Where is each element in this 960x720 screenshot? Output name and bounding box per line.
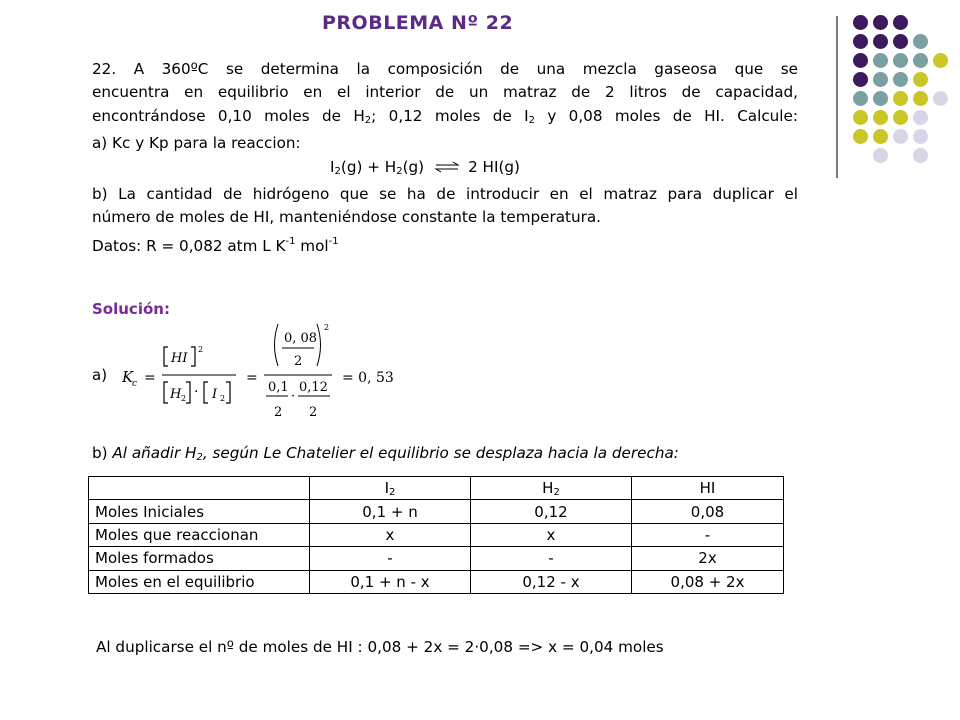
table-cell: 0,12	[471, 500, 632, 523]
decorative-divider	[836, 16, 838, 178]
bracket	[226, 382, 230, 403]
subscript: 2	[396, 165, 403, 177]
problem-line: número de moles de HI, manteniéndose constante la temperatura.	[92, 208, 601, 227]
table-cell: 0,12 - x	[471, 570, 632, 593]
text: 2 HI(g)	[468, 157, 520, 176]
exponent: 2	[198, 345, 204, 354]
dot	[933, 53, 948, 68]
header-cell: HI	[632, 477, 784, 500]
hi-moles: 0, 08	[284, 331, 318, 346]
dot	[893, 91, 908, 106]
problem-line: encuentra en equilibrio en el interior de un matraz de 2 litros de capacidad,	[92, 83, 798, 102]
table-row	[89, 547, 784, 570]
dot	[913, 110, 928, 125]
reaction-equation	[92, 156, 798, 183]
subscript: 2	[528, 114, 535, 126]
text: H	[542, 478, 554, 497]
dot	[873, 110, 888, 125]
text: y 0,08 moles de HI. Calcule:	[534, 106, 798, 125]
part-b-prefix: b)	[92, 444, 108, 462]
problem-line: a) Kc y Kp para la reaccion:	[92, 134, 301, 153]
subscript: 2	[220, 394, 226, 403]
table-cell: 2x	[632, 547, 784, 570]
row-label: Moles que reaccionan	[89, 523, 310, 546]
paren	[317, 324, 321, 366]
bracket	[164, 382, 168, 403]
part-b-intro	[92, 444, 679, 463]
dot	[893, 34, 908, 49]
table-cell: x	[471, 523, 632, 546]
numerator-hi: HI	[171, 351, 188, 366]
text: I	[384, 478, 390, 497]
dot	[873, 129, 888, 144]
bracket	[204, 382, 208, 403]
kc-formula	[118, 320, 418, 426]
dot	[873, 91, 888, 106]
text: Datos: R = 0,082 atm L K	[92, 236, 286, 255]
dot	[893, 110, 908, 125]
text: (g)	[402, 157, 425, 176]
dot	[893, 15, 908, 30]
dot	[873, 53, 888, 68]
text: mol	[295, 236, 329, 255]
dot	[853, 15, 868, 30]
kc-symbol: K	[122, 368, 134, 386]
dot	[873, 72, 888, 87]
table-cell: 0,08	[632, 500, 784, 523]
text: Al añadir H	[112, 444, 197, 462]
table-cell: -	[632, 523, 784, 546]
dot: ·	[291, 389, 296, 404]
bracket	[186, 382, 190, 403]
dot	[913, 53, 928, 68]
subscript: 2	[334, 165, 341, 177]
dot	[853, 34, 868, 49]
problem-data	[92, 230, 798, 258]
denominator-h: H	[170, 387, 182, 402]
dot: ·	[194, 384, 199, 400]
kc-result: = 0, 53	[342, 370, 394, 386]
header-cell	[310, 477, 471, 500]
table-row	[89, 523, 784, 546]
text: , según Le Chatelier el equilibrio se desplaza hacia la derecha:	[202, 444, 679, 462]
header-cell	[89, 477, 310, 500]
dot	[893, 72, 908, 87]
dot	[873, 148, 888, 163]
dot	[853, 110, 868, 125]
i2-moles: 0,12	[299, 380, 328, 395]
exponent: 2	[324, 323, 330, 332]
equilibrium-table	[88, 476, 784, 594]
superscript: -1	[328, 235, 339, 247]
kc-subscript: c	[132, 379, 138, 389]
problem-line: b) La cantidad de hidrógeno que se ha de introducir en el matraz para duplicar el	[92, 185, 798, 204]
decorative-dots-logo	[847, 10, 957, 160]
table-cell: -	[310, 547, 471, 570]
bracket	[191, 347, 195, 366]
volume: 2	[294, 354, 303, 369]
table-cell: x	[310, 523, 471, 546]
dot	[893, 53, 908, 68]
volume: 2	[309, 405, 318, 420]
subscript: 2	[181, 394, 187, 403]
denominator-i: I	[212, 387, 218, 402]
dot	[853, 129, 868, 144]
table-cell: -	[471, 547, 632, 570]
row-label: Moles Iniciales	[89, 500, 310, 523]
part-a-label: a)	[92, 366, 108, 384]
dot	[873, 34, 888, 49]
slide-title: PROBLEMA Nº 22	[322, 12, 514, 34]
table-cell: 0,1 + n - x	[310, 570, 471, 593]
bracket	[164, 347, 168, 366]
text: (g) + H	[340, 157, 397, 176]
header-cell	[471, 477, 632, 500]
dot	[893, 129, 908, 144]
dot	[913, 148, 928, 163]
dot	[933, 91, 948, 106]
text: I	[330, 157, 335, 176]
final-answer: Al duplicarse el nº de moles de HI : 0,08 + 2x = 2·0,08 => x = 0,04 moles	[96, 638, 664, 656]
dot	[853, 72, 868, 87]
h2-moles: 0,1	[268, 380, 289, 395]
dot	[853, 53, 868, 68]
row-label: Moles formados	[89, 547, 310, 570]
subscript: 2	[553, 486, 560, 498]
volume: 2	[274, 405, 283, 420]
dot	[873, 15, 888, 30]
table-row	[89, 570, 784, 593]
problem-statement	[92, 58, 798, 258]
text: ; 0,12 moles de I	[371, 106, 529, 125]
dot	[853, 91, 868, 106]
table-cell: 0,08 + 2x	[632, 570, 784, 593]
paren	[275, 324, 279, 366]
equals-sign: =	[246, 370, 258, 386]
dot	[913, 129, 928, 144]
equilibrium-arrows-icon	[434, 161, 460, 173]
dot	[913, 91, 928, 106]
row-label: Moles en el equilibrio	[89, 570, 310, 593]
table-cell: 0,1 + n	[310, 500, 471, 523]
subscript: 2	[364, 114, 372, 126]
subscript: 2	[389, 486, 396, 498]
equals-sign: =	[144, 370, 156, 386]
problem-line	[92, 105, 798, 132]
table-row	[89, 500, 784, 523]
text: encontrándose 0,10 moles de H	[92, 106, 365, 125]
table-header-row	[89, 477, 784, 500]
dot	[913, 72, 928, 87]
problem-line: 22. A 360ºC se determina la composición de una mezcla gaseosa que se	[92, 60, 798, 78]
superscript: -1	[285, 235, 296, 247]
dot	[913, 34, 928, 49]
subscript: 2	[196, 452, 203, 463]
solution-label: Solución:	[92, 300, 170, 318]
